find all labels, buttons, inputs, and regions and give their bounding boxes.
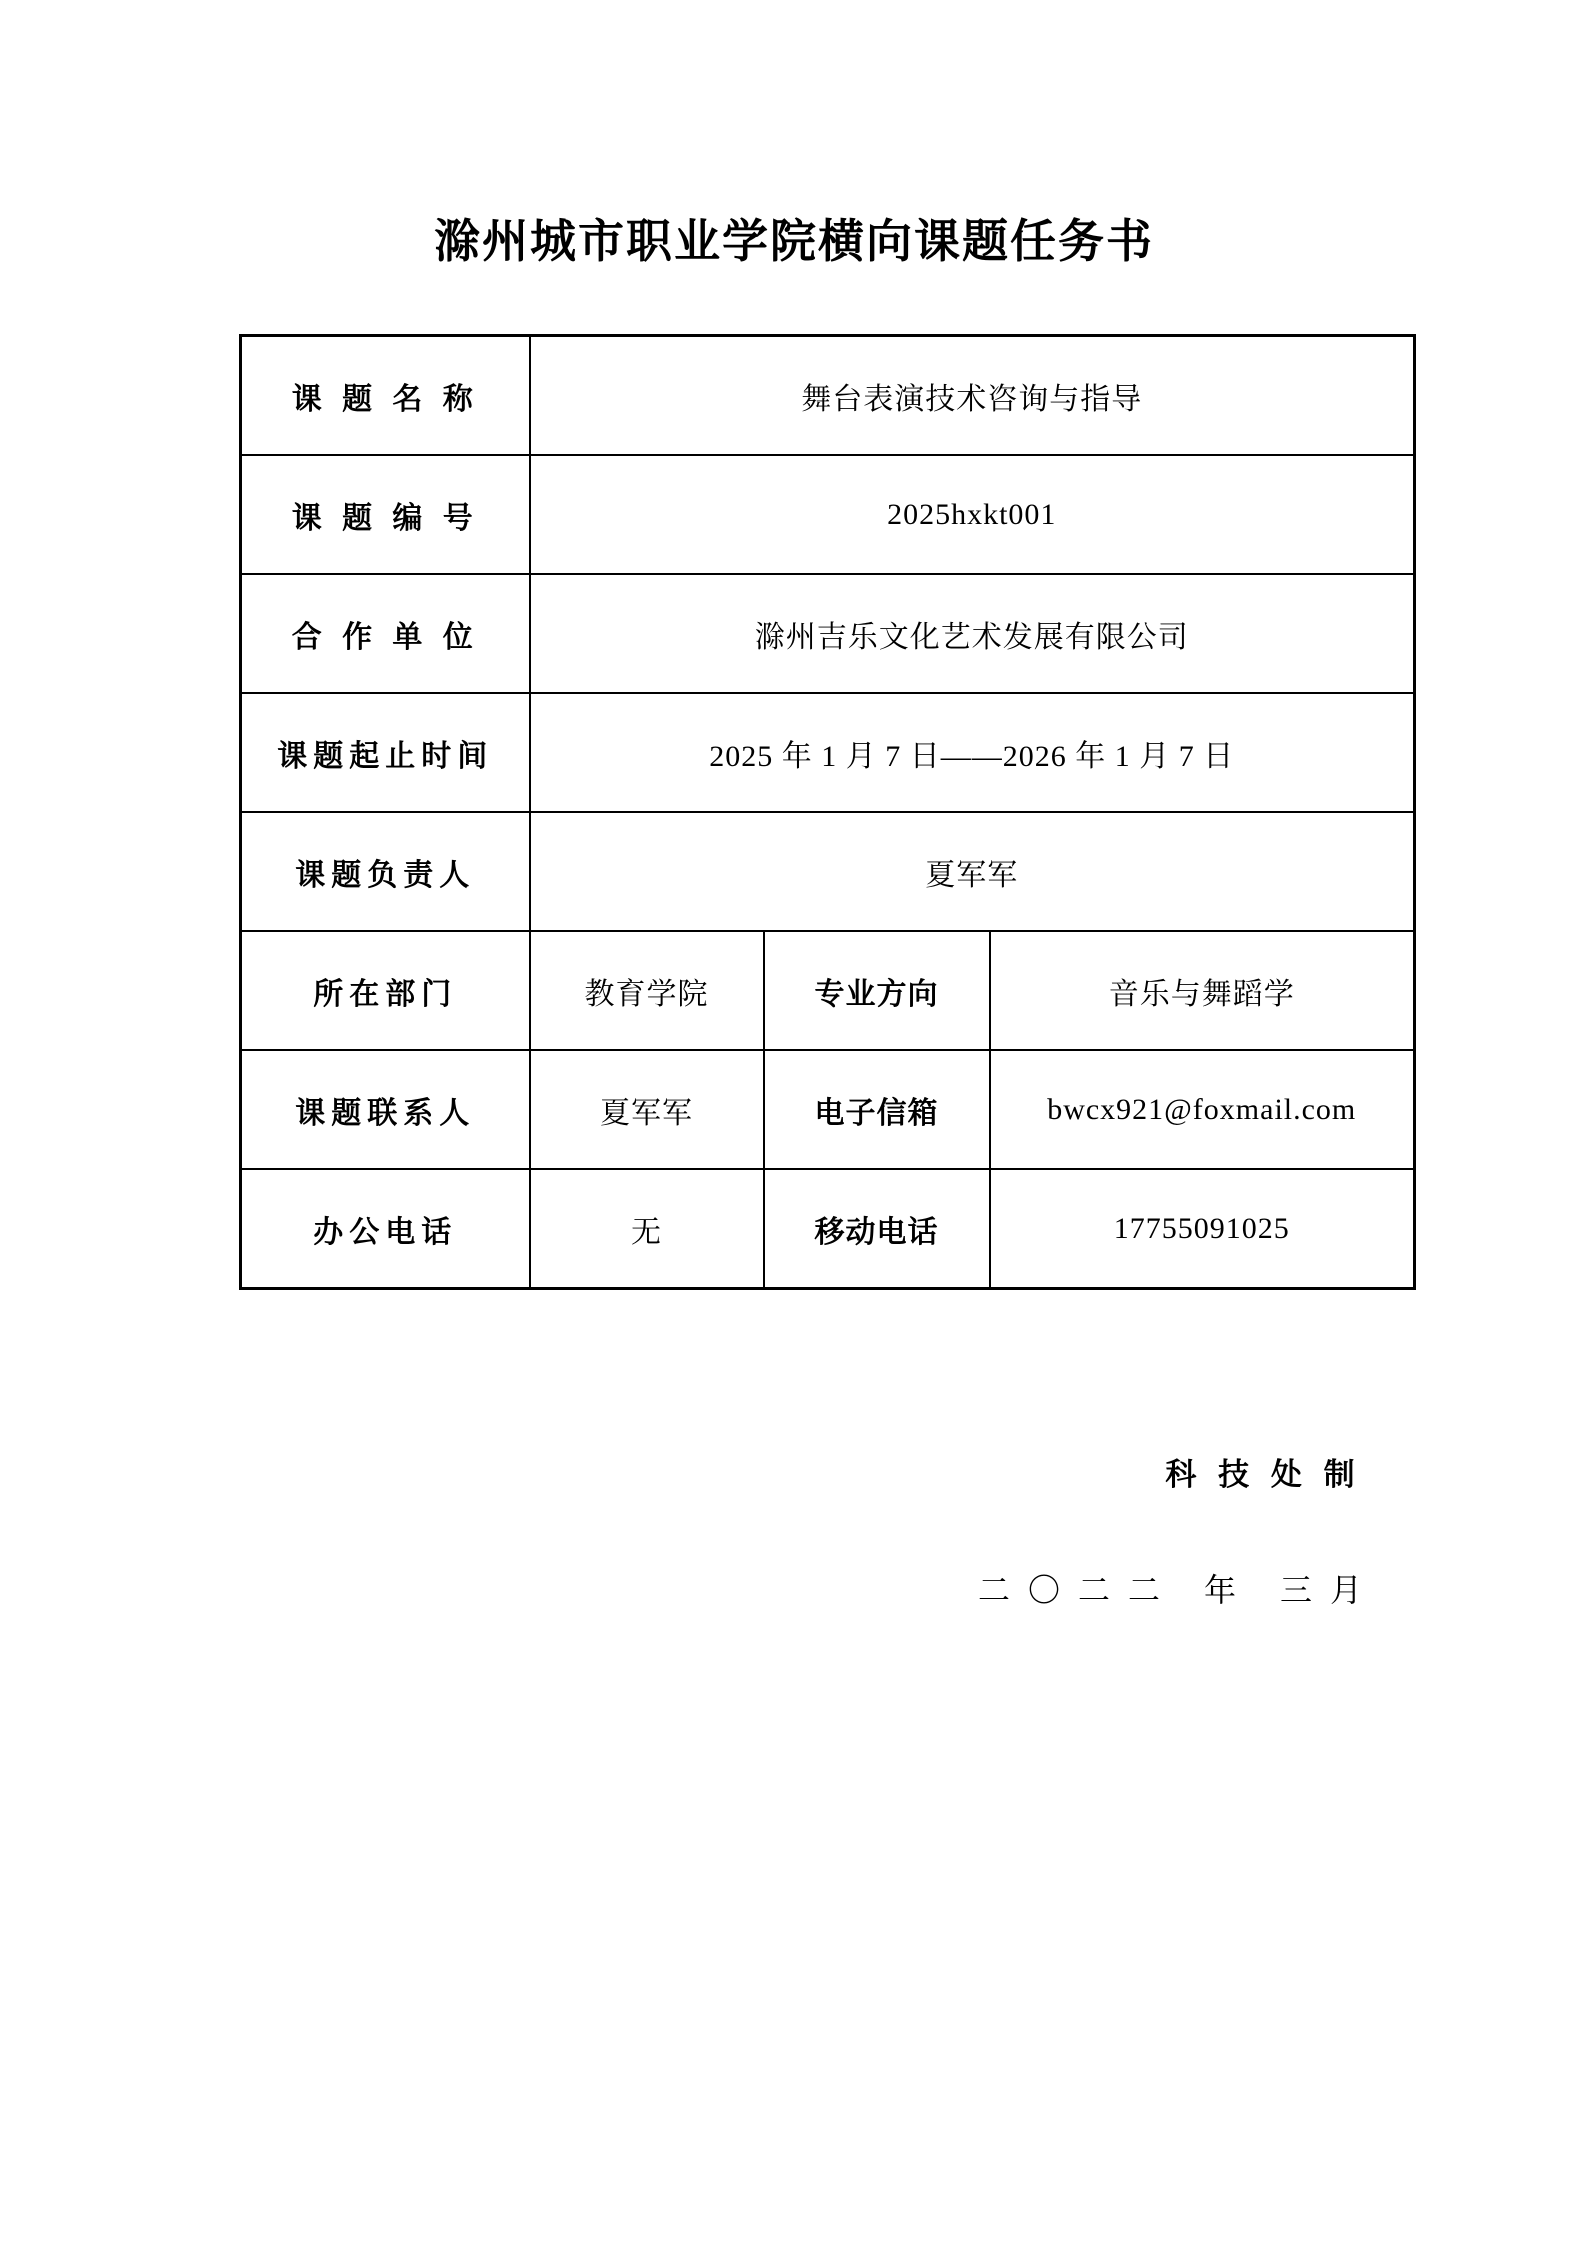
office-phone-label: 办公电话 xyxy=(241,1169,530,1289)
table-row-project-number xyxy=(241,455,1415,574)
date-line: 二〇二二 年 三月 xyxy=(977,1572,1381,1608)
department-value: 教育学院 xyxy=(530,931,764,1050)
department-label: 所在部门 xyxy=(241,931,530,1050)
mobile-phone-label: 移动电话 xyxy=(764,1169,990,1289)
project-leader-label: 课题负责人 xyxy=(241,812,530,931)
partner-unit-label: 合 作 单 位 xyxy=(241,574,530,693)
major-direction-value: 音乐与舞蹈学 xyxy=(990,931,1415,1050)
project-period-value: 2025 年 1 月 7 日——2026 年 1 月 7 日 xyxy=(530,693,1415,812)
email-label: 电子信箱 xyxy=(764,1050,990,1169)
table-row-project-name xyxy=(241,336,1415,456)
contact-person-value: 夏军军 xyxy=(530,1050,764,1169)
email-value: bwcx921@foxmail.com xyxy=(990,1050,1415,1169)
table-row-partner-unit xyxy=(241,574,1415,693)
project-leader-value: 夏军军 xyxy=(530,812,1415,931)
office-phone-value: 无 xyxy=(530,1169,764,1289)
project-number-label: 课 题 编 号 xyxy=(241,455,530,574)
issuer-line: 科 技 处 制 xyxy=(1165,1457,1362,1492)
mobile-phone-value: 17755091025 xyxy=(990,1169,1415,1289)
page-title: 滁州城市职业学院横向课题任务书 xyxy=(434,216,1154,267)
contact-person-label: 课题联系人 xyxy=(241,1050,530,1169)
table-row-contact xyxy=(241,1050,1415,1169)
table-row-project-period xyxy=(241,693,1415,812)
table-row-project-leader xyxy=(241,812,1415,931)
table-row-phones xyxy=(241,1169,1415,1289)
task-form-table xyxy=(239,334,1416,1290)
project-name-value: 舞台表演技术咨询与指导 xyxy=(530,336,1415,456)
project-period-label: 课题起止时间 xyxy=(241,693,530,812)
partner-unit-value: 滁州吉乐文化艺术发展有限公司 xyxy=(530,574,1415,693)
project-name-label: 课 题 名 称 xyxy=(241,336,530,456)
major-direction-label: 专业方向 xyxy=(764,931,990,1050)
table-row-department xyxy=(241,931,1415,1050)
project-number-value: 2025hxkt001 xyxy=(530,455,1415,574)
